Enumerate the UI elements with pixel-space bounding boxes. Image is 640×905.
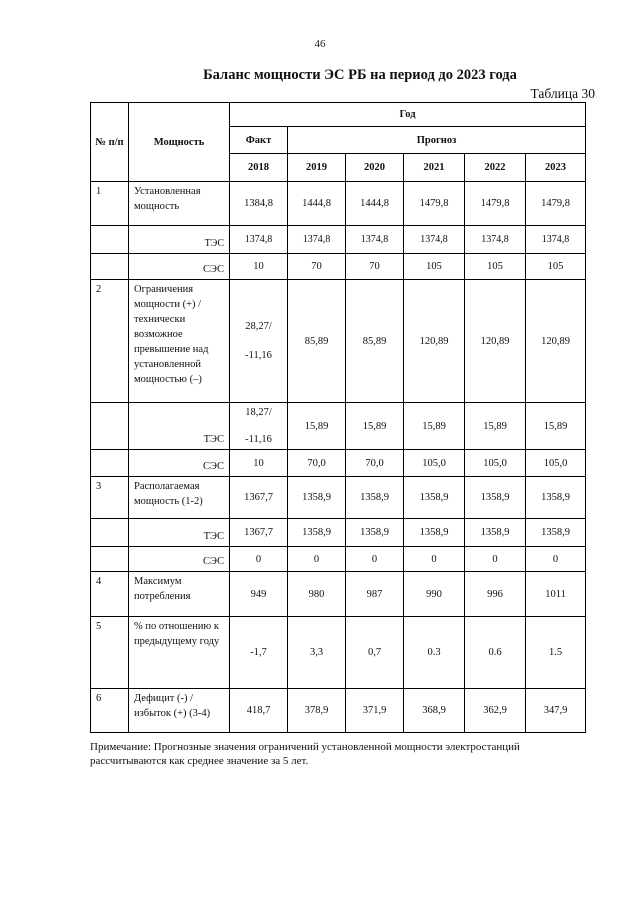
col-num-header: № п/п: [91, 103, 129, 182]
table-cell: 996: [465, 572, 526, 617]
table-cell: 1479,8: [465, 182, 526, 226]
table-cell: 105: [465, 254, 526, 280]
table-cell: 105,0: [465, 450, 526, 477]
row-label: СЭС: [129, 547, 230, 572]
table-cell: 10: [230, 254, 288, 280]
row-label: % по отношению к предыдущему году: [129, 617, 230, 689]
power-balance-table: [90, 102, 586, 733]
table-cell: 70: [346, 254, 404, 280]
table-cell: 105,0: [404, 450, 465, 477]
col-power-header: Мощность: [129, 103, 230, 182]
table-cell: 1358,9: [288, 519, 346, 547]
fact-header: Факт: [230, 127, 288, 154]
table-cell: 15,89: [346, 403, 404, 450]
table-cell: 0: [526, 547, 586, 572]
table-cell: 378,9: [288, 689, 346, 733]
year-group-header: Год: [230, 103, 586, 127]
table-cell: 3,3: [288, 617, 346, 689]
table-cell: 1374,8: [404, 226, 465, 254]
table-cell: 0,7: [346, 617, 404, 689]
forecast-header: Прогноз: [288, 127, 586, 154]
row-number: [91, 403, 129, 450]
year-header: 2021: [404, 154, 465, 182]
table-row: [91, 547, 586, 572]
row-label: ТЭС: [129, 519, 230, 547]
table-cell: 0: [465, 547, 526, 572]
table-cell: 15,89: [526, 403, 586, 450]
table-label: Таблица 30: [530, 86, 595, 101]
row-label: Установленная мощность: [129, 182, 230, 226]
table-row: [91, 617, 586, 689]
table-cell: 1.5: [526, 617, 586, 689]
table-cell: 1358,9: [288, 477, 346, 519]
table-row: [91, 403, 586, 450]
row-label: Дефицит (-) / избыток (+) (3-4): [129, 689, 230, 733]
table-cell: 0: [230, 547, 288, 572]
year-header: 2018: [230, 154, 288, 182]
table-cell: 1374,8: [465, 226, 526, 254]
table-row: [91, 182, 586, 226]
table-cell: 1374,8: [526, 226, 586, 254]
row-number: [91, 226, 129, 254]
table-cell: 1358,9: [346, 477, 404, 519]
row-number: 3: [91, 477, 129, 519]
table-cell: 1358,9: [404, 477, 465, 519]
table-cell: 105: [526, 254, 586, 280]
row-number: 1: [91, 182, 129, 226]
table-cell: 0: [346, 547, 404, 572]
table-row: [91, 254, 586, 280]
table-row: [91, 280, 586, 403]
table-cell: 85,89: [288, 280, 346, 403]
table-cell: 105: [404, 254, 465, 280]
table-cell: 1444,8: [346, 182, 404, 226]
year-header: 2019: [288, 154, 346, 182]
row-number: [91, 254, 129, 280]
table-cell: 0: [288, 547, 346, 572]
table-cell: 980: [288, 572, 346, 617]
fact-value-upper: 18,27/: [245, 407, 272, 418]
table-cell: 1374,8: [346, 226, 404, 254]
table-cell: [230, 280, 288, 403]
table-cell: 120,89: [404, 280, 465, 403]
year-header: 2020: [346, 154, 404, 182]
row-number: 2: [91, 280, 129, 403]
table-cell: 15,89: [404, 403, 465, 450]
table-cell: 1358,9: [465, 477, 526, 519]
row-label: ТЭС: [129, 403, 230, 450]
table-cell: 1479,8: [526, 182, 586, 226]
table-cell: 1358,9: [465, 519, 526, 547]
table-cell: 70,0: [346, 450, 404, 477]
table-cell: 418,7: [230, 689, 288, 733]
row-label: Располагаемая мощность (1-2): [129, 477, 230, 519]
table-cell: 1011: [526, 572, 586, 617]
table-cell: 368,9: [404, 689, 465, 733]
row-number: 4: [91, 572, 129, 617]
fact-value-upper: 28,27/: [245, 321, 272, 332]
table-cell: 0: [404, 547, 465, 572]
fact-value-lower: -11,16: [245, 434, 272, 445]
table-cell: 1358,9: [346, 519, 404, 547]
row-label: Максимум потребления: [129, 572, 230, 617]
table-cell: 347,9: [526, 689, 586, 733]
table-cell: 1384,8: [230, 182, 288, 226]
page-number: 46: [314, 38, 326, 50]
table-cell: -1,7: [230, 617, 288, 689]
table-cell: 1367,7: [230, 519, 288, 547]
row-number: [91, 519, 129, 547]
table-cell: 990: [404, 572, 465, 617]
table-cell: [230, 403, 288, 450]
row-number: 5: [91, 617, 129, 689]
table-cell: 120,89: [526, 280, 586, 403]
table-cell: 15,89: [288, 403, 346, 450]
fact-value-lower: -11,16: [245, 350, 272, 361]
table-cell: 1358,9: [526, 519, 586, 547]
table-cell: 949: [230, 572, 288, 617]
table-cell: 1374,8: [288, 226, 346, 254]
table-cell: 10: [230, 450, 288, 477]
page-title: Баланс мощности ЭС РБ на период до 2023 года: [203, 67, 517, 83]
year-header: 2022: [465, 154, 526, 182]
table-cell: 1367,7: [230, 477, 288, 519]
row-label: СЭС: [129, 450, 230, 477]
table-cell: 371,9: [346, 689, 404, 733]
row-number: [91, 547, 129, 572]
table-cell: 0.6: [465, 617, 526, 689]
table-cell: 70,0: [288, 450, 346, 477]
row-label: СЭС: [129, 254, 230, 280]
table-cell: 85,89: [346, 280, 404, 403]
table-cell: 362,9: [465, 689, 526, 733]
table-cell: 1479,8: [404, 182, 465, 226]
table-cell: 1358,9: [526, 477, 586, 519]
table-cell: 0.3: [404, 617, 465, 689]
table-cell: 987: [346, 572, 404, 617]
row-label: ТЭС: [129, 226, 230, 254]
table-cell: 15,89: [465, 403, 526, 450]
table-row: [91, 450, 586, 477]
table-row: [91, 519, 586, 547]
table-cell: 70: [288, 254, 346, 280]
table-row: [91, 226, 586, 254]
year-header: 2023: [526, 154, 586, 182]
table-row: [91, 477, 586, 519]
table-cell: 1358,9: [404, 519, 465, 547]
table-note: Примечание: Прогнозные значения ограничений установленной мощности электростанций рассчитываются как среднее значение за 5 лет.: [90, 741, 520, 767]
row-number: 6: [91, 689, 129, 733]
table-cell: 105,0: [526, 450, 586, 477]
table-row: [91, 572, 586, 617]
row-number: [91, 450, 129, 477]
table-cell: 120,89: [465, 280, 526, 403]
row-label: Ограничения мощности (+) / технически возможное превышение над установленной мощностью (–): [129, 280, 230, 403]
table-cell: 1374,8: [230, 226, 288, 254]
table-row: [91, 689, 586, 733]
table-cell: 1444,8: [288, 182, 346, 226]
